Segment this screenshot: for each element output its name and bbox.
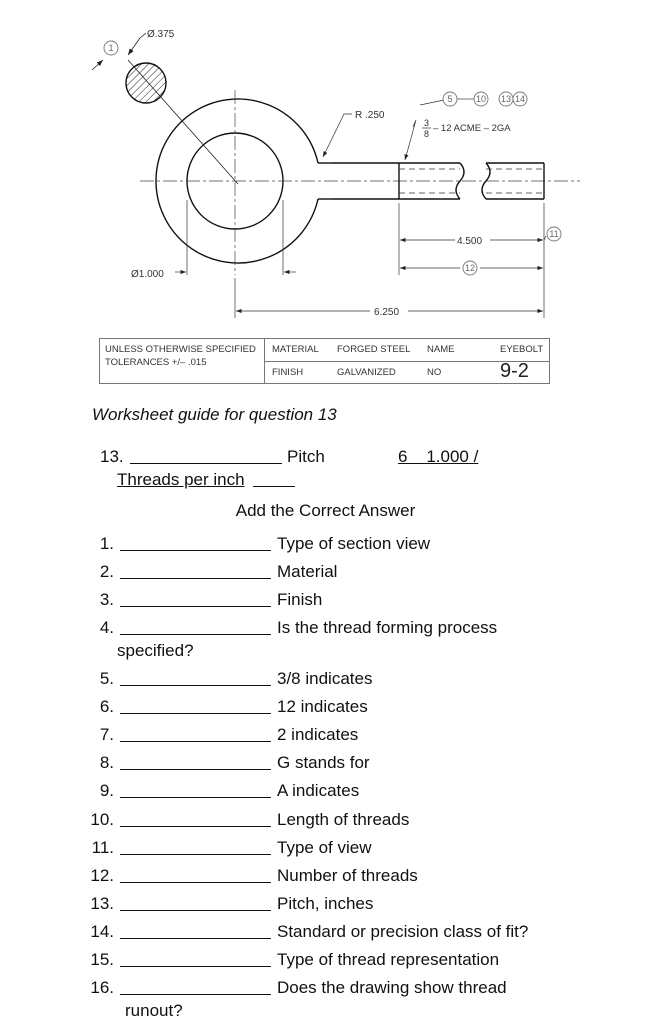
q13-example-continued: Threads per inch bbox=[117, 470, 245, 489]
balloon-10-label: 10 bbox=[475, 94, 487, 104]
question-number: 11. bbox=[91, 838, 114, 857]
length-4500-label: 4.500 bbox=[457, 236, 483, 247]
question-text: 2 indicates bbox=[277, 725, 359, 744]
question-text: Number of threads bbox=[277, 866, 418, 885]
name-label: NAME bbox=[427, 344, 455, 355]
thread-frac-den: 8 bbox=[424, 129, 430, 139]
question-text-continued: specified? bbox=[117, 641, 194, 660]
question-text: Material bbox=[277, 562, 338, 581]
answer-blank[interactable] bbox=[120, 769, 271, 770]
question-number: 14. bbox=[90, 922, 114, 941]
question-text: G stands for bbox=[277, 753, 370, 772]
answer-blank[interactable] bbox=[120, 854, 271, 855]
dia-375-label: Ø.375 bbox=[147, 29, 175, 40]
thread-spec-label: – 12 ACME – 2GA bbox=[433, 123, 511, 134]
question-number: 16. bbox=[90, 978, 114, 997]
answer-blank[interactable] bbox=[120, 634, 271, 635]
q13-example-number: 13. bbox=[100, 447, 124, 466]
answer-blank[interactable] bbox=[120, 994, 271, 995]
question-number: 12. bbox=[90, 866, 114, 885]
question-text-continued: runout? bbox=[125, 1001, 183, 1020]
question-number: 2. bbox=[99, 562, 114, 581]
worksheet-guide-title: Worksheet guide for question 13 bbox=[92, 405, 337, 424]
balloon-1-label: 1 bbox=[108, 43, 114, 53]
question-text: Does the drawing show thread bbox=[277, 978, 507, 997]
question-number: 6. bbox=[99, 697, 114, 716]
question-text: Length of threads bbox=[277, 810, 410, 829]
question-text: Type of view bbox=[277, 838, 372, 857]
finish-value: GALVANIZED bbox=[337, 367, 396, 378]
question-number: 7. bbox=[99, 725, 114, 744]
finish-label: FINISH bbox=[272, 367, 304, 378]
question-number: 1. bbox=[99, 534, 114, 553]
question-number: 9. bbox=[99, 781, 114, 800]
answer-blank[interactable] bbox=[120, 882, 271, 883]
q13-example-label: Pitch bbox=[287, 447, 325, 466]
answer-blank[interactable] bbox=[120, 966, 271, 967]
balloon-5-label: 5 bbox=[447, 94, 453, 104]
length-6250-label: 6.250 bbox=[374, 307, 400, 318]
question-text: 3/8 indicates bbox=[277, 669, 373, 688]
question-text: Standard or precision class of fit? bbox=[277, 922, 529, 941]
question-text: Type of thread representation bbox=[277, 950, 500, 969]
question-number: 13. bbox=[90, 894, 114, 913]
q13-example-blank[interactable] bbox=[130, 463, 282, 464]
question-text: Finish bbox=[277, 590, 323, 609]
radius-label: R .250 bbox=[355, 110, 385, 121]
balloon-12-label: 12 bbox=[464, 263, 476, 273]
thread-frac-num: 3 bbox=[424, 118, 430, 128]
q13-example-answer: 6 1.000 / bbox=[398, 447, 479, 466]
answer-blank[interactable] bbox=[120, 826, 271, 827]
question-number: 10. bbox=[90, 810, 114, 829]
balloon-11-label: 11 bbox=[549, 229, 559, 239]
question-text: 12 indicates bbox=[277, 697, 368, 716]
no-label: NO bbox=[427, 367, 442, 378]
question-number: 4. bbox=[99, 618, 114, 637]
balloon-14-label: 14 bbox=[514, 94, 526, 104]
question-number: 3. bbox=[99, 590, 114, 609]
question-number: 5. bbox=[99, 669, 114, 688]
answer-blank[interactable] bbox=[120, 685, 271, 686]
question-text: Type of section view bbox=[277, 534, 431, 553]
answer-blank[interactable] bbox=[120, 713, 271, 714]
question-text: A indicates bbox=[277, 781, 360, 800]
balloon-13-label: 13 bbox=[500, 94, 512, 104]
material-value: FORGED STEEL bbox=[337, 344, 411, 355]
section-title: Add the Correct Answer bbox=[235, 501, 416, 520]
revolved-section bbox=[92, 33, 238, 184]
question-text: Pitch, inches bbox=[277, 894, 374, 913]
answer-blank[interactable] bbox=[120, 938, 271, 939]
answer-blank[interactable] bbox=[120, 910, 271, 911]
drawing-number: 9-2 bbox=[500, 360, 529, 382]
answer-blank[interactable] bbox=[120, 797, 271, 798]
material-label: MATERIAL bbox=[272, 344, 319, 355]
answer-blank[interactable] bbox=[120, 550, 271, 551]
title-block bbox=[99, 338, 550, 384]
answer-blank[interactable] bbox=[120, 741, 271, 742]
name-value: EYEBOLT bbox=[500, 344, 544, 355]
question-number: 15. bbox=[90, 950, 114, 969]
tolerance-line-1: UNLESS OTHERWISE SPECIFIED bbox=[105, 344, 256, 355]
answer-blank[interactable] bbox=[120, 578, 271, 579]
question-text: Is the thread forming process bbox=[277, 618, 498, 637]
answer-blank[interactable] bbox=[120, 606, 271, 607]
dia-1000-label: Ø1.000 bbox=[131, 269, 164, 280]
tolerance-line-2: TOLERANCES +/– .015 bbox=[105, 357, 207, 368]
question-number: 8. bbox=[99, 753, 114, 772]
